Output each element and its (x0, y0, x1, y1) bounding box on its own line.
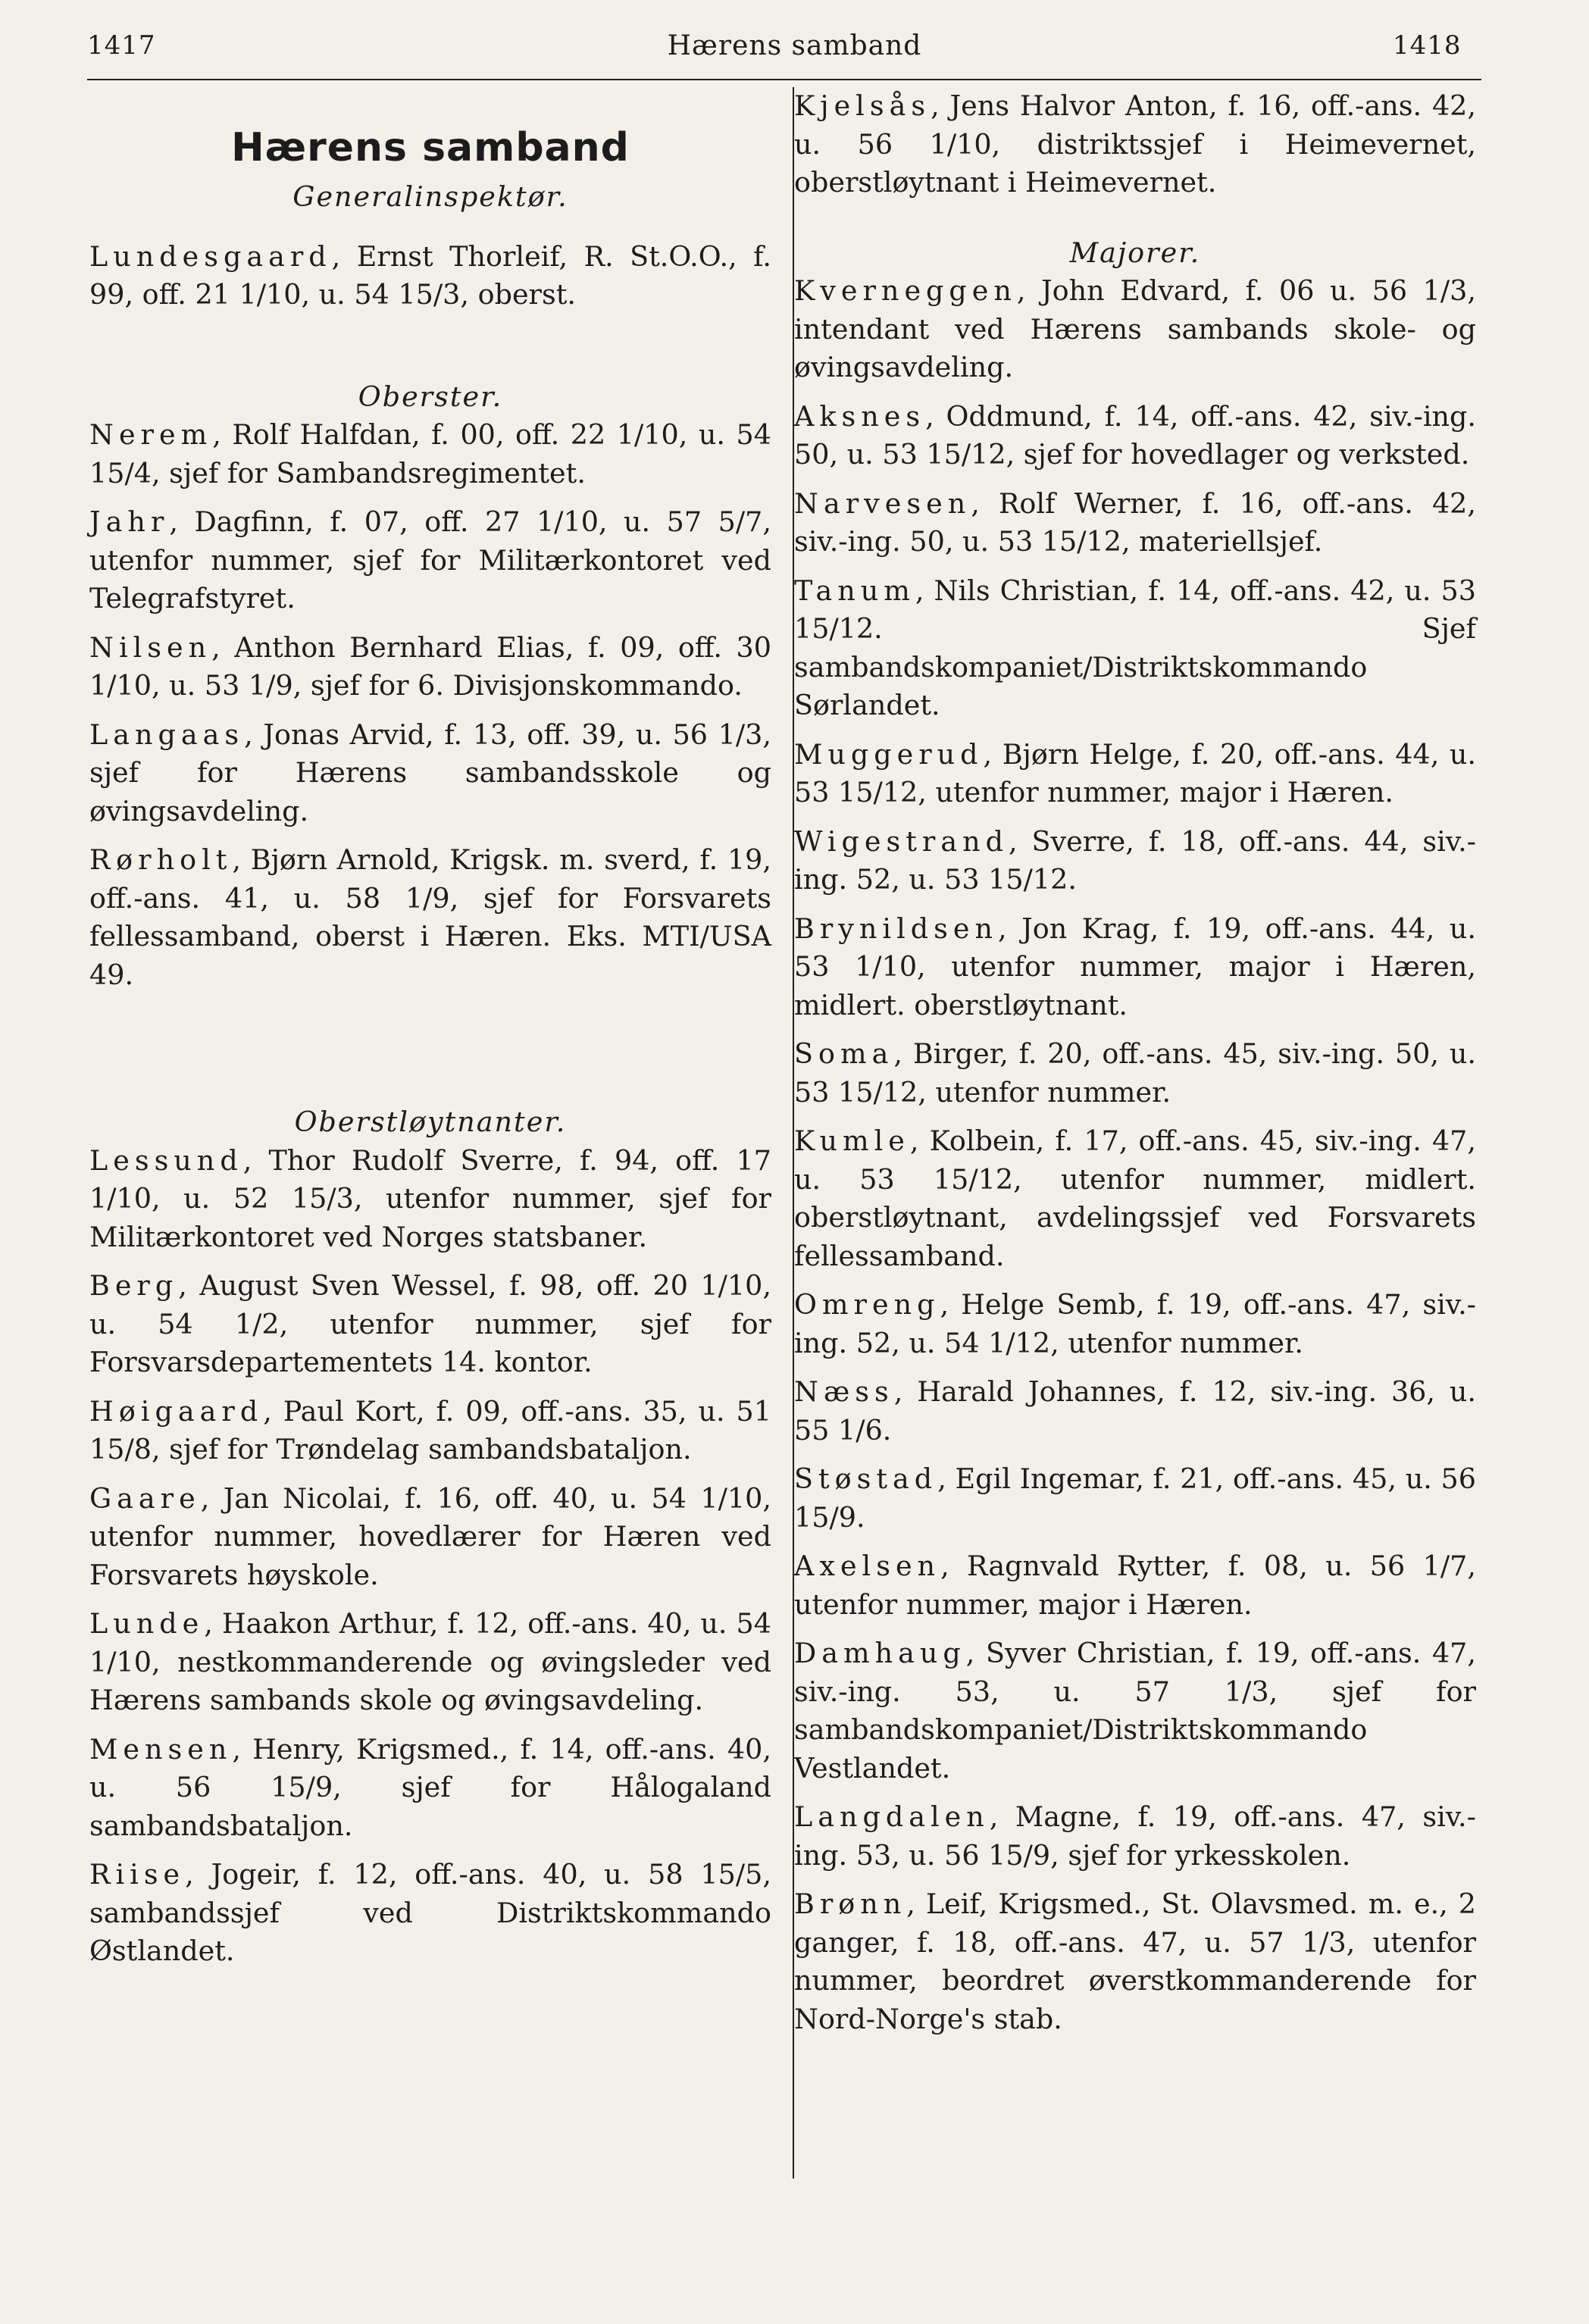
entry-surname: Omreng (794, 1288, 940, 1321)
entry (89, 1142, 771, 1257)
entry (89, 716, 771, 831)
entry-surname: Nilsen (89, 630, 212, 664)
entry (794, 1373, 1476, 1450)
section-heading: Oberstløytnanter. (294, 1106, 567, 1138)
entry-surname: Berg (89, 1269, 179, 1302)
section-heading: Oberster. (358, 380, 503, 413)
entry-text: , Bjørn Helge, f. 20, off.-ans. 44, u. 53 15/12, utenfor nummer, major i Hæren. (794, 737, 1476, 809)
entry-text: , Sverre, f. 18, off.-ans. 44, siv.-ing. 52, u. 53 15/12. (794, 824, 1476, 896)
entry-text: , Thor Rudolf Sverre, f. 94, off. 17 1/10, u. 52 15/3, utenfor nummer, sjef for Militærkontoret ved Norges statsbaner. (89, 1143, 771, 1253)
entry-text: , August Sven Wessel, f. 98, off. 20 1/10, u. 54 1/2, utenfor nummer, sjef for Forsvarsdepartementets 14. kontor. (89, 1269, 771, 1378)
entry (794, 272, 1476, 387)
entry-text: , Ernst Thorleif, R. St.O.O., f. 99, off. 21 1/10, u. 54 15/3, oberst. (89, 239, 771, 311)
running-title: Hærens samband (667, 30, 922, 61)
entry (794, 910, 1476, 1025)
entry-surname: Tanum (794, 574, 915, 607)
section-heading: Majorer. (1069, 236, 1201, 269)
entry (794, 485, 1476, 561)
entry-text: , Jogeir, f. 12, off.-ans. 40, u. 58 15/5, sambandssjef ved Distriktskommando Østlandet. (89, 1858, 771, 1967)
entry (89, 416, 771, 493)
entry-text: , Egil Ingemar, f. 21, off.-ans. 45, u. 56 15/9. (794, 1462, 1476, 1534)
entry-text: , Rolf Halfdan, f. 00, off. 22 1/10, u. 54 15/4, sjef for Sambandsregimentet. (89, 418, 771, 490)
entry-text: , Helge Semb, f. 19, off.-ans. 47, siv.-ing. 52, u. 54 1/12, utenfor nummer. (794, 1288, 1476, 1359)
entry-text: , John Edvard, f. 06 u. 56 1/3, intendant ved Hærens sambands skole- og øvingsavdeling. (794, 274, 1476, 383)
entry-surname: Gaare (89, 1481, 201, 1515)
entry-text: , Harald Johannes, f. 12, siv.-ing. 36, u. 55 1/6. (794, 1375, 1476, 1447)
right-column (794, 87, 1476, 2049)
entry-surname: Næss (794, 1375, 894, 1408)
header-rule (87, 79, 1481, 80)
entry (89, 629, 771, 705)
entry-text: , Anthon Bernhard Elias, f. 09, off. 30 1/10, u. 53 1/9, sjef for 6. Divisjonskommando. (89, 630, 771, 702)
entry-surname: Langdalen (794, 1800, 990, 1833)
entry-surname: Jahr (89, 505, 170, 538)
right-page-number: 1418 (1393, 30, 1462, 61)
entry-text: , Ragnvald Rytter, f. 08, u. 56 1/7, utenfor nummer, major i Hæren. (794, 1550, 1476, 1621)
entry (89, 503, 771, 618)
entry (89, 1605, 771, 1720)
entry-surname: Støstad (794, 1462, 938, 1495)
entry (794, 823, 1476, 899)
entry-surname: Axelsen (794, 1550, 941, 1582)
entry (794, 736, 1476, 812)
entry-surname: Brynildsen (794, 912, 998, 945)
entry-surname: Nerem (89, 418, 213, 451)
entry-text: , Jan Nicolai, f. 16, off. 40, u. 54 1/10, utenfor nummer, hovedlærer for Hæren ved Forsvarets høyskole. (89, 1481, 771, 1591)
entry-text: , Jonas Arvid, f. 13, off. 39, u. 56 1/3, sjef for Hærens sambandsskole og øvingsavdeling. (89, 718, 771, 827)
entry-surname: Wigestrand (794, 824, 1009, 858)
entry (89, 238, 771, 314)
entry-text: , Dagfinn, f. 07, off. 27 1/10, u. 57 5/7, utenfor nummer, sjef for Militærkontoret ved Telegrafstyret. (89, 505, 771, 615)
entry-surname: Høigaard (89, 1394, 264, 1428)
left-page-number: 1417 (87, 30, 156, 61)
section-heading: Generalinspektør. (292, 180, 568, 213)
entry (794, 1634, 1476, 1788)
entry-text: , Henry, Krigsmed., f. 14, off.-ans. 40, u. 56 15/9, sjef for Hålogaland sambandsbataljon. (89, 1732, 771, 1842)
entry-text: , Jon Krag, f. 19, off.-ans. 44, u. 53 1/10, utenfor nummer, major i Hæren, midlert. oberstløytnant. (794, 912, 1476, 1021)
entry-text: , Nils Christian, f. 14, off.-ans. 42, u. 53 15/12. Sjef sambandskompaniet/Distriktskommando Sørlandet. (794, 574, 1476, 721)
entry-text: , Haakon Arthur, f. 12, off.-ans. 40, u. 54 1/10, nestkommanderende og øvingsleder ved Hærens sambands skole og øvingsavdeling. (89, 1607, 771, 1716)
entry-surname: Rørholt (89, 843, 233, 876)
entry (794, 1035, 1476, 1112)
entry-surname: Aksnes (794, 399, 926, 433)
entry-text: , Rolf Werner, f. 16, off.-ans. 42, siv.-ing. 50, u. 53 15/12, materiellsjef. (794, 486, 1476, 558)
entry-surname: Kumle (794, 1124, 910, 1157)
entry-text: , Birger, f. 20, off.-ans. 45, siv.-ing. 50, u. 53 15/12, utenfor nummer. (794, 1037, 1476, 1109)
entry (794, 1547, 1476, 1624)
entry-surname: Kjelsås (794, 89, 931, 122)
page-title: Hærens samband (231, 125, 630, 170)
entry (794, 1798, 1476, 1875)
entry-surname: Brønn (794, 1888, 907, 1920)
entry-text: , Syver Christian, f. 19, off.-ans. 47, siv.-ing. 53, u. 57 1/3, sjef for sambandskompaniet/Distriktskommando Vestlandet. (794, 1637, 1476, 1784)
entry (89, 1731, 771, 1846)
entry-text: , Oddmund, f. 14, off.-ans. 42, siv.-ing. 50, u. 53 15/12, sjef for hovedlager og verksted. (794, 399, 1476, 471)
entry-text: , Bjørn Arnold, Krigsk. m. sverd, f. 19, off.-ans. 41, u. 58 1/9, sjef for Forsvarets fellessamband, oberst i Hæren. Eks. MTI/USA 49. (89, 843, 771, 991)
entry-surname: Mensen (89, 1732, 233, 1766)
entry-surname: Soma (794, 1037, 894, 1070)
left-column (89, 87, 771, 1981)
entry-surname: Lunde (89, 1607, 205, 1640)
entry-surname: Langaas (89, 718, 245, 751)
entry-text: , Magne, f. 19, off.-ans. 47, siv.-ing. 53, u. 56 15/9, sjef for yrkesskolen. (794, 1800, 1476, 1872)
entry (89, 1856, 771, 1971)
entry-surname: Lundesgaard (89, 239, 332, 273)
entry-surname: Muggerud (794, 737, 984, 771)
entry (794, 87, 1476, 202)
entry (794, 1460, 1476, 1537)
entry-surname: Narvesen (794, 486, 971, 520)
entry (89, 841, 771, 994)
entry (89, 1267, 771, 1382)
entry (794, 398, 1476, 474)
entry-surname: Riise (89, 1858, 186, 1891)
entry (794, 572, 1476, 725)
entry (89, 1393, 771, 1469)
entry-text: , Paul Kort, f. 09, off.-ans. 35, u. 51 15/8, sjef for Trøndelag sambandsbataljon. (89, 1394, 771, 1465)
entry-surname: Lessund (89, 1143, 243, 1177)
entry-text: , Kolbein, f. 17, off.-ans. 45, siv.-ing. 47, u. 53 15/12, utenfor nummer, midlert. oberstløytnant, avdelingssjef ved Forsvarets fellessamband. (794, 1124, 1476, 1272)
entry (794, 1286, 1476, 1362)
entry-surname: Damhaug (794, 1637, 966, 1669)
entry (794, 1122, 1476, 1275)
entry-text: , Leif, Krigsmed., St. Olavsmed. m. e., 2 ganger, f. 18, off.-ans. 47, u. 57 1/3, utenfor nummer, beordret øverstkommanderende for Nord-Norge's stab. (794, 1888, 1476, 2035)
entry-surname: Kverneggen (794, 274, 1017, 307)
entry (89, 1480, 771, 1595)
entry-text: , Jens Halvor Anton, f. 16, off.-ans. 42, u. 56 1/10, distriktssjef i Heimevernet, oberstløytnant i Heimevernet. (794, 89, 1476, 199)
entry (794, 1885, 1476, 2038)
